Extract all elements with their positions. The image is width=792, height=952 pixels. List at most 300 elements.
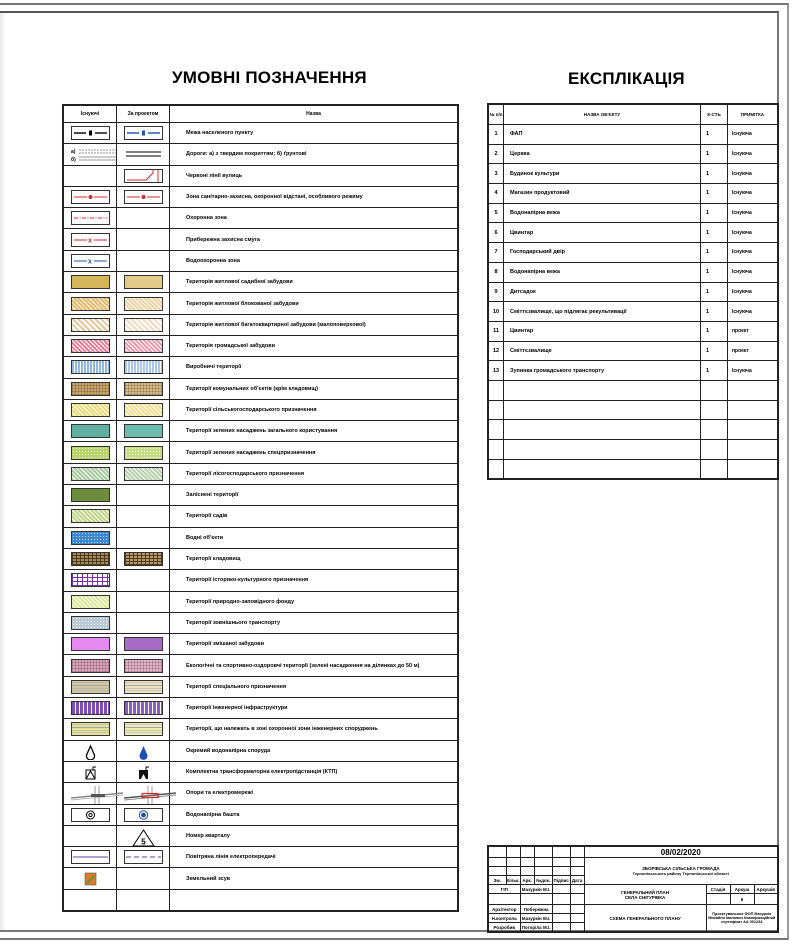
legend-existing-cell	[63, 165, 117, 186]
legend-row	[63, 314, 458, 335]
legend-existing-cell	[63, 335, 117, 356]
explication-name: Господарський двір	[504, 243, 701, 263]
explication-name	[504, 440, 701, 460]
legend-label: Територія житлової блокованої забудови	[170, 293, 459, 314]
water-tower-outline-icon	[71, 744, 110, 758]
legend-swatch-proposed	[124, 552, 163, 566]
legend-existing-cell	[63, 570, 117, 591]
legend-swatch-proposed	[124, 360, 163, 374]
explication-note	[728, 380, 779, 400]
legend-label: Зона санітарно-захисна, охоронної відстані, особливого режиму	[170, 186, 459, 207]
legend-swatch-proposed	[124, 382, 163, 396]
legend-label: Території лісогосподарського призначення	[170, 463, 459, 484]
legend-proposed-cell	[117, 293, 170, 314]
legend-label: Окремий водонапірна споруда	[170, 740, 459, 761]
legend-swatch-proposed	[124, 403, 163, 417]
quarter-number-icon	[124, 829, 163, 847]
explication-note: Існуюча	[728, 125, 779, 145]
legend-label: Повітряна лінія електропередачі	[170, 847, 459, 868]
legend-label	[170, 889, 459, 911]
legend-existing-cell	[63, 506, 117, 527]
legend-proposed-cell	[117, 463, 170, 484]
legend-title: УМОВНІ ПОЗНАЧЕННЯ	[172, 68, 367, 87]
explication-number: 10	[488, 302, 504, 322]
legend-label: Території природно-заповідного фонду	[170, 591, 459, 612]
tb-col-signature: Підпис	[553, 877, 569, 883]
explication-name: Магазин продуктовий	[504, 184, 701, 204]
explication-qty: 1	[701, 262, 728, 282]
explication-name: Водонапірна вежа	[504, 203, 701, 223]
explication-qty: 1	[701, 243, 728, 263]
boundary-black-icon	[71, 126, 110, 140]
legend-label: Території інженерної інфраструктури	[170, 698, 459, 719]
legend-label: Територія житлової багатоквартирної забудови (малоповерхової)	[170, 314, 459, 335]
legend-swatch-existing	[71, 680, 110, 694]
legend-row	[63, 208, 458, 229]
explication-qty	[701, 400, 728, 420]
explication-row	[488, 420, 778, 440]
explication-note	[728, 420, 779, 440]
explication-qty: 1	[701, 361, 728, 381]
explication-qty	[701, 380, 728, 400]
legend-existing-cell	[63, 527, 117, 548]
explication-name: Дитсадок	[504, 282, 701, 302]
explication-number	[488, 420, 504, 440]
legend-proposed-cell	[117, 570, 170, 591]
legend-row	[63, 123, 458, 144]
explication-row	[488, 302, 778, 322]
zone-red-dot-icon	[71, 190, 110, 204]
red-line-icon	[124, 169, 163, 183]
tb-village: СЕЛА СНІГУРІВКА	[624, 894, 666, 900]
tb-col-doc: №док.	[536, 877, 551, 883]
explication-header-note: ПРИМІТКА	[728, 104, 779, 125]
legend-proposed-cell	[117, 208, 170, 229]
legend-existing-cell	[63, 399, 117, 420]
explication-row	[488, 282, 778, 302]
legend-swatch-proposed	[124, 722, 163, 736]
legend-swatch-existing	[71, 297, 110, 311]
explication-number: 5	[488, 203, 504, 223]
explication-note	[728, 459, 779, 479]
legend-row	[63, 378, 458, 399]
explication-row	[488, 164, 778, 184]
legend-label: Охоронна зона	[170, 208, 459, 229]
legend-label: Прибережна захисна смуга	[170, 229, 459, 250]
explication-number: 13	[488, 361, 504, 381]
explication-row	[488, 262, 778, 282]
legend-proposed-cell	[117, 889, 170, 911]
legend-proposed-cell	[117, 676, 170, 697]
legend-body	[63, 123, 458, 911]
legend-row	[63, 889, 458, 911]
svg-text:б): б)	[70, 157, 76, 164]
legend-swatch-proposed	[124, 659, 163, 673]
legend-label: Водні об'єкти	[170, 527, 459, 548]
explication-note: Існуюча	[728, 223, 779, 243]
explication-note	[728, 400, 779, 420]
legend-row	[63, 165, 458, 186]
title-org-region: Тернопільського району Тернопільської області	[632, 871, 729, 877]
legend-label: Території зелених насаджень спецпризначення	[170, 442, 459, 463]
explication-header-qty: К-СТЬ	[701, 104, 728, 125]
legend-existing-cell	[63, 740, 117, 761]
legend-existing-cell	[63, 463, 117, 484]
tb-project-title	[584, 885, 706, 905]
explication-row	[488, 459, 778, 479]
legend-swatch-existing	[71, 467, 110, 481]
legend-proposed-cell	[117, 123, 170, 144]
legend-existing-cell	[63, 229, 117, 250]
legend-row	[63, 335, 458, 356]
legend-row	[63, 634, 458, 655]
legend-swatch-existing	[71, 446, 110, 460]
explication-row	[488, 184, 778, 204]
legend-row	[63, 144, 458, 165]
explication-note: Існуюча	[728, 282, 779, 302]
legend-label: Території, що належать в зоні охоронної зони інженерних споруджень	[170, 719, 459, 740]
legend-swatch-existing	[71, 701, 110, 715]
explication-row	[488, 321, 778, 341]
explication-number	[488, 440, 504, 460]
legend-row	[63, 399, 458, 420]
legend-proposed-cell	[117, 761, 170, 782]
legend-proposed-cell	[117, 186, 170, 207]
ktp-outline-icon	[71, 765, 110, 779]
tb-name-1: Мазуркін М.І.	[521, 915, 551, 921]
legend-label: Території спеціального призначення	[170, 676, 459, 697]
legend-label: Виробничі території	[170, 357, 459, 378]
legend-row	[63, 783, 458, 804]
legend-row	[63, 485, 458, 506]
legend-proposed-cell	[117, 250, 170, 271]
power-line-gray-icon	[71, 786, 110, 800]
legend-swatch-existing	[71, 488, 110, 502]
legend-swatch-proposed	[124, 637, 163, 651]
legend-row	[63, 612, 458, 633]
explication-number: 4	[488, 184, 504, 204]
legend-row	[63, 463, 458, 484]
legend-existing-cell	[63, 250, 117, 271]
explication-name	[504, 400, 701, 420]
title-block	[487, 845, 779, 933]
legend-row	[63, 527, 458, 548]
explication-note	[728, 440, 779, 460]
legend-proposed-cell	[117, 506, 170, 527]
explication-number: 6	[488, 223, 504, 243]
legend-row	[63, 698, 458, 719]
svg-text:x: x	[87, 258, 92, 266]
title-organization	[584, 858, 778, 885]
explication-row	[488, 144, 778, 164]
explication-header-row	[488, 104, 778, 125]
legend-label: Дороги: а) з твердим покриттям; б) ґрунтові	[170, 144, 459, 165]
zone-blue-x-icon	[71, 254, 110, 268]
legend-existing-cell	[63, 612, 117, 633]
legend-proposed-cell	[117, 378, 170, 399]
legend-swatch-proposed	[124, 701, 163, 715]
legend-label: Водоохоронна зона	[170, 250, 459, 271]
legend-swatch-proposed	[124, 424, 163, 438]
tb-role-2: Розробив	[488, 923, 520, 932]
legend-label: Номер кварталу	[170, 825, 459, 846]
explication-name: ФАП	[504, 125, 701, 145]
tb-stage-header: Стадія	[706, 885, 730, 894]
legend-proposed-cell	[117, 314, 170, 335]
explication-note: Існуюча	[728, 184, 779, 204]
explication-row	[488, 223, 778, 243]
legend-swatch-existing	[71, 382, 110, 396]
legend-proposed-cell	[117, 740, 170, 761]
legend-proposed-cell	[117, 399, 170, 420]
explication-row	[488, 341, 778, 361]
legend-swatch-existing	[71, 424, 110, 438]
legend-swatch-existing	[71, 616, 110, 630]
explication-name: Будинок культури	[504, 164, 701, 184]
legend-swatch-existing	[71, 637, 110, 651]
boundary-blue-icon	[124, 126, 163, 140]
legend-swatch-existing	[71, 360, 110, 374]
legend-existing-cell	[63, 123, 117, 144]
legend-swatch-proposed	[124, 467, 163, 481]
legend-row	[63, 847, 458, 868]
explication-qty: 1	[701, 125, 728, 145]
legend-proposed-cell	[117, 357, 170, 378]
legend-label: Водонапірна башта	[170, 804, 459, 825]
legend-label: Території зелених насаджень загального користування	[170, 421, 459, 442]
legend-swatch-proposed	[124, 318, 163, 332]
landslide-icon-icon	[71, 872, 110, 886]
legend-existing-cell	[63, 378, 117, 399]
explication-note: Існуюча	[728, 361, 779, 381]
legend-row	[63, 761, 458, 782]
explication-header-name: НАЗВА ОБ'ЄКТУ	[504, 104, 701, 125]
legend-swatch-existing	[71, 659, 110, 673]
legend-existing-cell	[63, 698, 117, 719]
explication-row	[488, 361, 778, 381]
road-dashed-icon	[70, 147, 110, 164]
explication-qty: 1	[701, 302, 728, 322]
legend-row	[63, 825, 458, 846]
legend-swatch-proposed	[124, 339, 163, 353]
line-purple-icon	[71, 850, 110, 864]
legend-row	[63, 591, 458, 612]
explication-name: Водонапірна вежа	[504, 262, 701, 282]
explication-number	[488, 400, 504, 420]
tb-col-change: Зм.	[488, 876, 506, 885]
legend-proposed-cell	[117, 229, 170, 250]
legend-existing-cell	[63, 634, 117, 655]
legend-swatch-existing	[71, 573, 110, 587]
legend-swatch-proposed	[124, 680, 163, 694]
legend-proposed-cell	[117, 698, 170, 719]
legend-label: Території змішаної забудови	[170, 634, 459, 655]
zone-red-dot-icon	[124, 190, 163, 204]
legend-swatch-existing	[71, 509, 110, 523]
legend-existing-cell	[63, 761, 117, 782]
explication-note: проект	[728, 341, 779, 361]
legend-proposed-cell	[117, 783, 170, 804]
legend-label: Території кладовищ	[170, 548, 459, 569]
explication-header-number: № п/п	[488, 104, 504, 125]
tb-gip-role: ГІП	[488, 885, 520, 894]
legend-existing-cell	[63, 889, 117, 911]
legend-header-proposed: За проектом	[117, 105, 170, 123]
legend-label: Заліснені території	[170, 485, 459, 506]
tb-col-count: Кільк.	[506, 877, 520, 883]
well-blue-icon	[124, 808, 163, 822]
legend-label: Території комунальних об'єктів (крім кладовищ)	[170, 378, 459, 399]
legend-row	[63, 655, 458, 676]
legend-swatch-existing	[71, 403, 110, 417]
tb-gip-name: Мазуркін М.І.	[521, 886, 551, 892]
legend-label: Земельний зсув	[170, 868, 459, 889]
legend-row	[63, 421, 458, 442]
tb-role-1: Н.контроль	[488, 914, 520, 923]
legend-row	[63, 442, 458, 463]
legend-existing-cell	[63, 655, 117, 676]
legend-existing-cell	[63, 421, 117, 442]
legend-label: Межа населеного пункту	[170, 123, 459, 144]
legend-row	[63, 676, 458, 697]
explication-row	[488, 243, 778, 263]
legend-existing-cell	[63, 847, 117, 868]
legend-swatch-existing	[71, 275, 110, 289]
explication-number	[488, 459, 504, 479]
explication-row	[488, 203, 778, 223]
legend-label: Території історико-культурного призначення	[170, 570, 459, 591]
explication-body	[488, 125, 778, 480]
legend-proposed-cell	[117, 548, 170, 569]
legend-row	[63, 570, 458, 591]
legend-existing-cell	[63, 548, 117, 569]
tb-col-sheet: Арк.	[520, 876, 534, 885]
legend-proposed-cell	[117, 825, 170, 846]
legend-label: Території сільськогосподарського призначення	[170, 399, 459, 420]
explication-name: Зупинка громадського транспорту	[504, 361, 701, 381]
explication-note: проект	[728, 321, 779, 341]
zone-red-x-icon	[71, 233, 110, 247]
legend-label: Комплектна трансформаторна електропідстанція (КТП)	[170, 761, 459, 782]
legend-proposed-cell	[117, 612, 170, 633]
explication-qty	[701, 440, 728, 460]
explication-name	[504, 459, 701, 479]
title-org-name: ЗБОРІВСЬКА СІЛЬСЬКА ГРОМАДА	[641, 866, 720, 872]
tb-name-2: Погоріла М.І.	[520, 923, 552, 932]
legend-label: Території садів	[170, 506, 459, 527]
legend-swatch-existing	[71, 531, 110, 545]
svg-text:5: 5	[140, 837, 146, 847]
legend-table	[62, 104, 459, 912]
legend-row	[63, 804, 458, 825]
legend-row	[63, 548, 458, 569]
road-double-icon	[124, 147, 163, 161]
legend-proposed-cell	[117, 165, 170, 186]
tb-name-0: Побережна	[520, 905, 552, 914]
tb-role-0: Архітектор	[488, 905, 520, 914]
legend-row	[63, 293, 458, 314]
legend-proposed-cell	[117, 804, 170, 825]
legend-proposed-cell	[117, 144, 170, 165]
legend-swatch-existing	[71, 339, 110, 353]
explication-note: Існуюча	[728, 164, 779, 184]
explication-row	[488, 380, 778, 400]
legend-row	[63, 357, 458, 378]
legend-proposed-cell	[117, 591, 170, 612]
explication-number	[488, 380, 504, 400]
svg-text:а): а)	[70, 149, 75, 156]
legend-proposed-cell	[117, 272, 170, 293]
legend-header-row	[63, 105, 458, 123]
explication-qty: 1	[701, 203, 728, 223]
legend-proposed-cell	[117, 655, 170, 676]
legend-swatch-existing	[71, 318, 110, 332]
legend-label: Території зовнішнього транспорту	[170, 612, 459, 633]
legend-row	[63, 186, 458, 207]
legend-label: Опори та електромережі	[170, 783, 459, 804]
legend-swatch-existing	[71, 722, 110, 736]
legend-existing-cell	[63, 485, 117, 506]
ktp-filled-icon	[124, 765, 163, 779]
svg-text:x: x	[87, 237, 92, 245]
legend-row	[63, 272, 458, 293]
legend-swatch-proposed	[124, 446, 163, 460]
legend-swatch-existing	[71, 552, 110, 566]
legend-row	[63, 868, 458, 889]
explication-qty: 1	[701, 164, 728, 184]
explication-title: ЕКСПЛІКАЦІЯ	[568, 69, 685, 88]
legend-existing-cell	[63, 208, 117, 229]
tb-company: Проектувальник ФОП Мазуркін Михайло Іванович Кваліфікаційний сертифікат АА 001234	[706, 905, 778, 932]
legend-row	[63, 719, 458, 740]
legend-existing-cell	[63, 293, 117, 314]
explication-number: 2	[488, 144, 504, 164]
legend-row	[63, 250, 458, 271]
legend-existing-cell	[63, 314, 117, 335]
explication-name: Сміттєзвалище, що підлягає рекультивації	[504, 302, 701, 322]
legend-label: Територія громадської забудови	[170, 335, 459, 356]
explication-name	[504, 380, 701, 400]
explication-note: Існуюча	[728, 302, 779, 322]
legend-proposed-cell	[117, 442, 170, 463]
tb-drawing-name: СХЕМА ГЕНЕРАЛЬНОГО ПЛАНУ	[584, 905, 706, 932]
tb-project: ГЕНЕРАЛЬНИЙ ПЛАН	[621, 889, 670, 895]
explication-number: 11	[488, 321, 504, 341]
legend-existing-cell	[63, 868, 117, 889]
legend-existing-cell	[63, 783, 117, 804]
legend-label: Територія житлової садибної забудови	[170, 272, 459, 293]
legend-proposed-cell	[117, 719, 170, 740]
tb-sheets-header: Аркушів	[754, 885, 778, 894]
legend-proposed-cell	[117, 634, 170, 655]
explication-number: 3	[488, 164, 504, 184]
tb-sheet-header: Аркуш	[730, 885, 754, 894]
explication-note: Існуюча	[728, 262, 779, 282]
explication-qty	[701, 459, 728, 479]
explication-note: Існуюча	[728, 243, 779, 263]
legend-proposed-cell	[117, 421, 170, 442]
legend-swatch-proposed	[124, 297, 163, 311]
explication-qty: 1	[701, 223, 728, 243]
legend-swatch-existing	[71, 595, 110, 609]
tb-sheet-number: 5	[730, 894, 754, 905]
explication-table	[487, 103, 779, 480]
legend-proposed-cell	[117, 527, 170, 548]
explication-qty: 1	[701, 282, 728, 302]
legend-label: Червоні лінії вулиць	[170, 165, 459, 186]
legend-row	[63, 740, 458, 761]
explication-number: 8	[488, 262, 504, 282]
